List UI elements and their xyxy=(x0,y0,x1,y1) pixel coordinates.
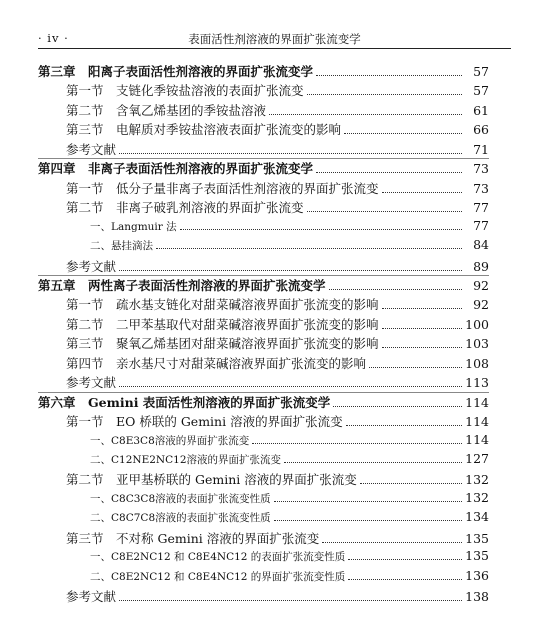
toc-entry-sec[interactable] xyxy=(38,120,489,139)
dot-leader xyxy=(180,229,462,230)
dot-leader xyxy=(119,600,462,601)
dot-leader xyxy=(348,559,462,560)
toc-entry-label: 参考文献 xyxy=(66,258,117,274)
toc-entry-label: 第二节 含氧乙烯基团的季铵盐溶液 xyxy=(66,102,267,118)
toc-entry-label: 第三节 电解质对季铵盐溶液表面扩张流变的影响 xyxy=(66,122,342,138)
dot-leader xyxy=(307,211,462,212)
toc-entry-label: 第一节 EO 桥联的 Gemini 溶液的界面扩张流变 xyxy=(66,414,343,430)
toc-entry-sub[interactable] xyxy=(38,568,489,587)
toc-entry-page: 77 xyxy=(473,200,489,216)
toc-entry-label: 二、C12NE2NC12溶液的界面扩张流变 xyxy=(90,454,282,466)
dot-leader xyxy=(316,75,462,76)
toc-entry-chap[interactable] xyxy=(38,62,489,81)
toc-entry-page: 77 xyxy=(473,217,489,233)
toc-entry-page: 127 xyxy=(465,451,489,466)
toc-entry-page: 114 xyxy=(465,394,489,410)
toc-entry-sec[interactable] xyxy=(38,81,489,100)
toc-entry-sub[interactable] xyxy=(38,548,489,567)
toc-entry-page: 84 xyxy=(473,237,489,253)
toc-entry-page: 66 xyxy=(473,122,489,138)
toc-entry-page: 103 xyxy=(465,336,489,352)
toc-entry-chap[interactable] xyxy=(38,159,489,178)
dot-leader xyxy=(382,192,462,193)
toc-entry-label: 第三章 阳离子表面活性剂溶液的界面扩张流变学 xyxy=(38,64,314,79)
toc-entry-page: 92 xyxy=(473,297,489,313)
toc-entry-label: 二、C8E2NC12 和 C8E4NC12 的界面扩张流变性质 xyxy=(90,570,346,583)
toc-entry-sec[interactable] xyxy=(38,470,489,489)
toc-entry-label: 第六章 Gemini 表面活性剂溶液的界面扩张流变学 xyxy=(38,394,331,410)
toc-entry-ref[interactable] xyxy=(38,257,489,276)
dot-leader xyxy=(156,248,462,249)
toc-entry-page: 73 xyxy=(473,161,489,177)
toc-entry-page: 135 xyxy=(465,548,489,564)
dot-leader xyxy=(252,443,462,444)
toc-entry-label: 参考文献 xyxy=(66,589,117,605)
toc-entry-label: 二、悬挂滴法 xyxy=(90,240,153,253)
toc-entry-sec[interactable] xyxy=(38,198,489,217)
toc-entry-sec[interactable] xyxy=(38,295,489,314)
toc-entry-page: 57 xyxy=(473,83,489,99)
toc-entry-page: 89 xyxy=(473,258,489,274)
toc-entry-label: 第五章 两性离子表面活性剂溶液的界面扩张流变学 xyxy=(38,277,326,293)
toc-entry-page: 138 xyxy=(465,589,489,605)
toc-entry-label: 第四章 非离子表面活性剂溶液的界面扩张流变学 xyxy=(38,161,314,177)
dot-leader xyxy=(348,579,462,580)
dot-leader xyxy=(119,270,462,271)
toc-entry-page: 71 xyxy=(473,141,489,157)
dot-leader xyxy=(382,347,462,348)
toc-entry-sec[interactable] xyxy=(38,315,489,334)
toc-entry-sub[interactable] xyxy=(38,432,489,451)
toc-entry-label: 一、C8E2NC12 和 C8E4NC12 的表面扩张流变性质 xyxy=(90,551,346,564)
toc-entry-label: 第二节 非离子破乳剂溶液的界面扩张流变 xyxy=(66,200,304,216)
dot-leader xyxy=(329,289,462,290)
toc-entry-label: 第四节 亲水基尺寸对甜菜碱溶液界面扩张流变的影响 xyxy=(66,355,367,371)
toc-entry-label: 第三节 不对称 Gemini 溶液的界面扩张流变 xyxy=(66,530,320,546)
toc-entry-sub[interactable] xyxy=(38,237,489,256)
toc-entry-ref[interactable] xyxy=(38,373,489,392)
toc-entry-label: 第一节 低分子量非离子表面活性剂溶液的界面扩张流变 xyxy=(66,180,379,196)
toc-entry-page: 57 xyxy=(473,64,489,79)
toc-entry-sub[interactable] xyxy=(38,451,489,470)
toc-entry-page: 135 xyxy=(465,530,489,546)
toc-entry-label: 一、C8C3C8溶液的表面扩张流变性质 xyxy=(90,492,271,505)
toc-entry-label: 第二节 二甲苯基取代对甜菜碱溶液界面扩张流变的影响 xyxy=(66,316,379,332)
dot-leader xyxy=(284,462,462,463)
toc-entry-page: 132 xyxy=(465,472,489,488)
dot-leader xyxy=(382,308,462,309)
dot-leader xyxy=(369,367,462,368)
toc-entry-page: 73 xyxy=(473,180,489,196)
toc-entry-page: 136 xyxy=(465,567,489,583)
toc-entry-chap[interactable] xyxy=(38,276,489,295)
toc-entry-sec[interactable] xyxy=(38,334,489,353)
dot-leader xyxy=(333,406,462,407)
dot-leader xyxy=(346,425,462,426)
toc-entry-ref[interactable] xyxy=(38,587,489,606)
toc-entry-sec[interactable] xyxy=(38,412,489,431)
dot-leader xyxy=(382,328,462,329)
dot-leader xyxy=(119,153,462,154)
toc-entry-page: 100 xyxy=(465,316,489,332)
dot-leader xyxy=(307,94,462,95)
dot-leader xyxy=(360,483,462,484)
toc-entry-page: 61 xyxy=(473,102,489,118)
toc-entry-label: 参考文献 xyxy=(66,375,117,391)
toc-entry-sec[interactable] xyxy=(38,179,489,198)
toc-entry-page: 114 xyxy=(465,431,489,447)
toc-entry-label: 第三节 聚氧乙烯基团对甜菜碱溶液界面扩张流变的影响 xyxy=(66,336,379,352)
toc-entry-label: 第二节 亚甲基桥联的 Gemini 溶液的界面扩张流变 xyxy=(66,472,357,488)
toc-entry-sub[interactable] xyxy=(38,218,489,237)
dot-leader xyxy=(274,520,462,521)
running-header xyxy=(38,28,511,49)
toc-entry-label: 一、Langmuir 法 xyxy=(90,220,177,233)
toc-entry-sec[interactable] xyxy=(38,354,489,373)
dot-leader xyxy=(344,133,462,134)
toc-entry-sub[interactable] xyxy=(38,490,489,509)
toc-entry-ref[interactable] xyxy=(38,140,489,159)
toc-entry-label: 第一节 支链化季铵盐溶液的表面扩张流变 xyxy=(66,83,304,99)
toc-entry-page: 113 xyxy=(465,375,489,391)
toc-entry-sec[interactable] xyxy=(38,529,489,548)
dot-leader xyxy=(119,386,462,387)
toc-entry-chap[interactable] xyxy=(38,393,489,412)
toc-entry-label: 二、C8C7C8溶液的表面扩张流变性质 xyxy=(90,512,271,525)
toc-entry-page: 92 xyxy=(473,277,489,293)
page-number: · iv · xyxy=(38,31,69,45)
toc-entry-label: 一、C8E3C8溶液的界面扩张流变 xyxy=(90,434,250,447)
toc-entry-page: 108 xyxy=(465,355,489,371)
toc-entry-page: 132 xyxy=(465,489,489,505)
toc-entry-label: 第一节 疏水基支链化对甜菜碱溶液界面扩张流变的影响 xyxy=(66,297,379,313)
toc-entry-page: 114 xyxy=(465,414,489,430)
toc-entry-page: 134 xyxy=(465,509,489,525)
dot-leader xyxy=(322,542,462,543)
toc-entry-label: 参考文献 xyxy=(66,141,117,157)
dot-leader xyxy=(269,114,462,115)
toc-entry-sec[interactable] xyxy=(38,101,489,120)
dot-leader xyxy=(274,501,462,502)
running-title: 表面活性剂溶液的界面扩张流变学 xyxy=(188,32,361,46)
toc-entry-sub[interactable] xyxy=(38,509,489,528)
dot-leader xyxy=(316,172,462,173)
